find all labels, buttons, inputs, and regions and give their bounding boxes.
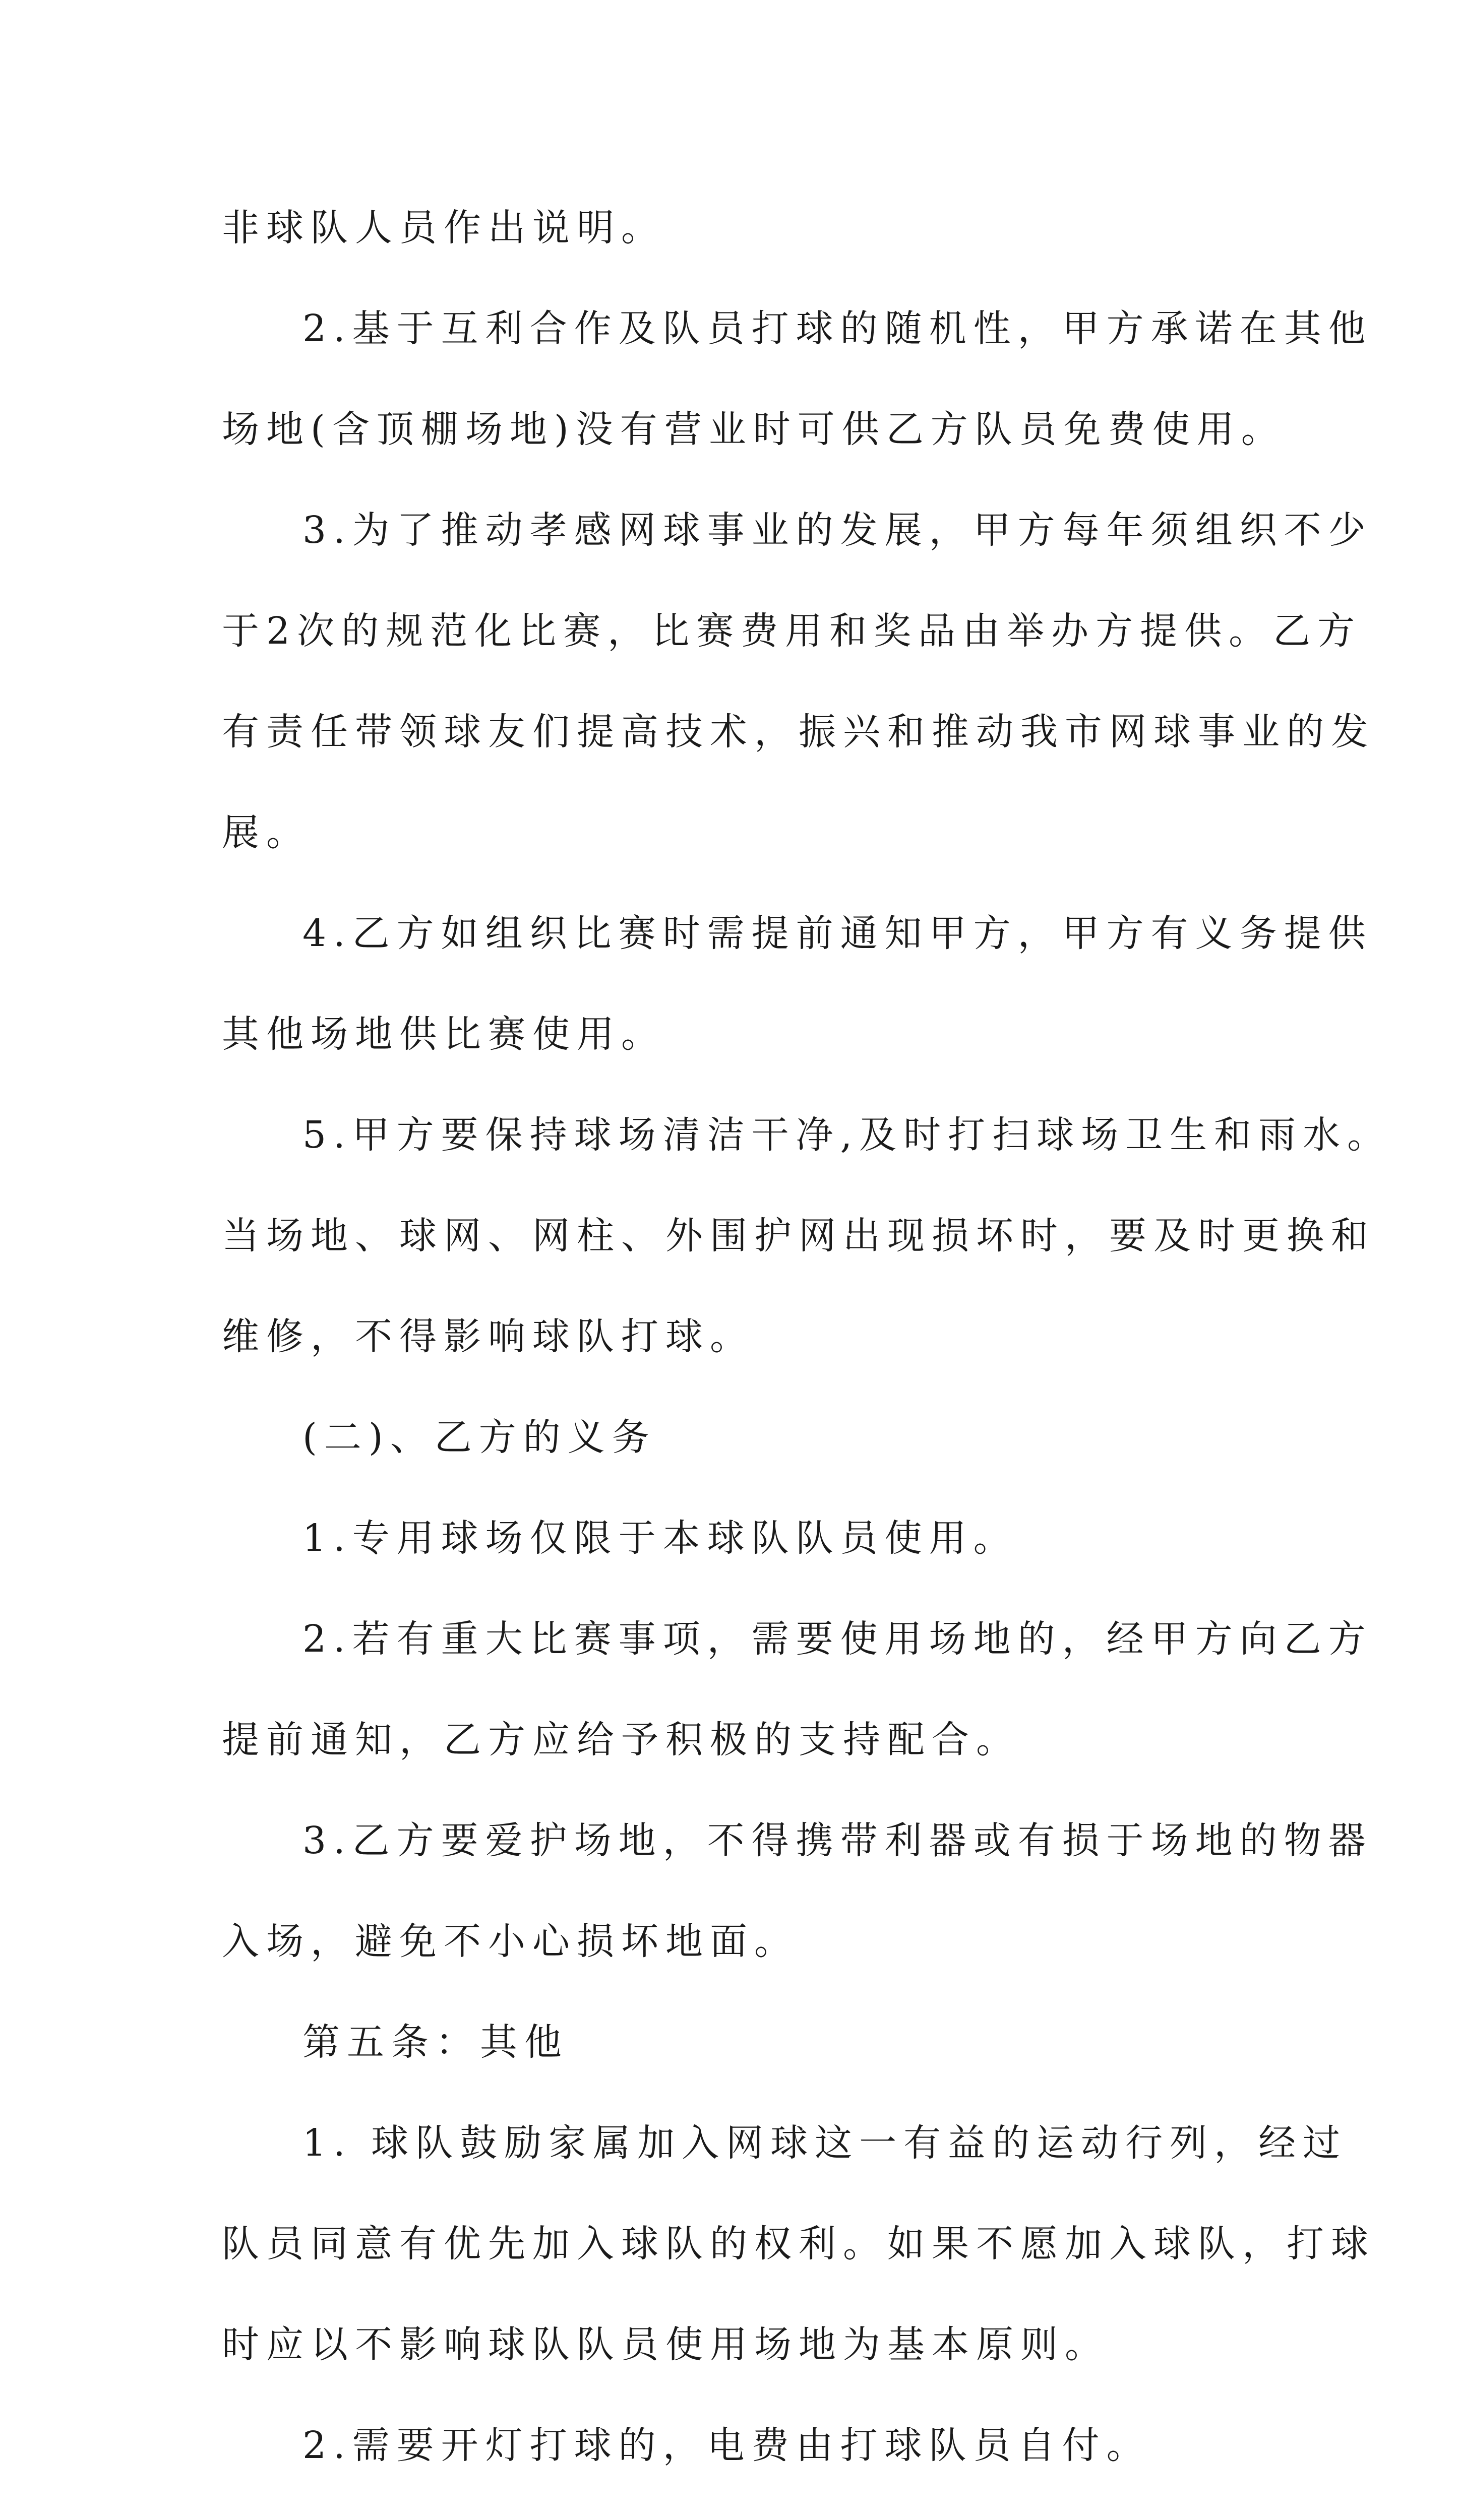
text-line: 有责任带领球友们提高技术，振兴和推动我市网球事业的发 (222, 710, 1375, 753)
text-line: 第五条：其他 (302, 2021, 569, 2064)
text-line (222, 2496, 1245, 2520)
text-line: 3.乙方要爱护场地，不得携带利器或有损于场地的物器 (302, 1819, 1373, 1862)
text-line: 非球队人员作出说明。 (222, 206, 665, 249)
text-line: 于2次的规范化比赛，比赛费用和奖品由举办方提供。乙方 (222, 609, 1362, 653)
text-line: 2.基于互利合作及队员打球的随机性，甲方承诺在其他 (302, 307, 1373, 350)
text-line: 维修，不得影响球队打球。 (222, 1315, 754, 1358)
text-line: 2.若有重大比赛事项，需要使用场地的，经甲方向乙方 (302, 1617, 1373, 1661)
text-line: 提前通知，乙方应给予积极的支持配合。 (222, 1718, 1020, 1761)
text-line: 5.甲方要保持球场清洁干净,及时打扫球场卫生和雨水。 (302, 1113, 1392, 1157)
text-line: 时应以不影响球队队员使用场地为基本原则。 (222, 2323, 1109, 2366)
text-line: 1. 球队鼓励家属加入网球这一有益的运动行列，经过 (302, 2121, 1348, 2165)
text-line: 1.专用球场仅限于本球队队员使用。 (302, 1517, 1018, 1560)
text-line: 展。 (222, 811, 311, 854)
text-line: 队员同意有优先加入球队的权利。如果不愿加入球队，打球 (222, 2222, 1375, 2265)
text-line: 4.乙方如组织比赛时需提前通知甲方，甲方有义务提供 (302, 912, 1373, 955)
text-line: 其他场地供比赛使用。 (222, 1013, 665, 1056)
document-body (222, 177, 1392, 2520)
text-line: 2.需要开灯打球的，电费由打球队员自付。 (302, 2424, 1151, 2467)
text-line: (二)、乙方的义务 (302, 1416, 656, 1459)
text-line: 当场地、球网、网柱、外围护网出现损坏时，要及时更换和 (222, 1214, 1375, 1257)
text-line: 3.为了推动孝感网球事业的发展，甲方每年须组织不少 (302, 509, 1373, 552)
text-line: 入场，避免不小心损坏地面。 (222, 1920, 799, 1963)
text-line: 场地(含顶棚场地)没有营业时可供乙方队员免费使用。 (222, 408, 1286, 451)
